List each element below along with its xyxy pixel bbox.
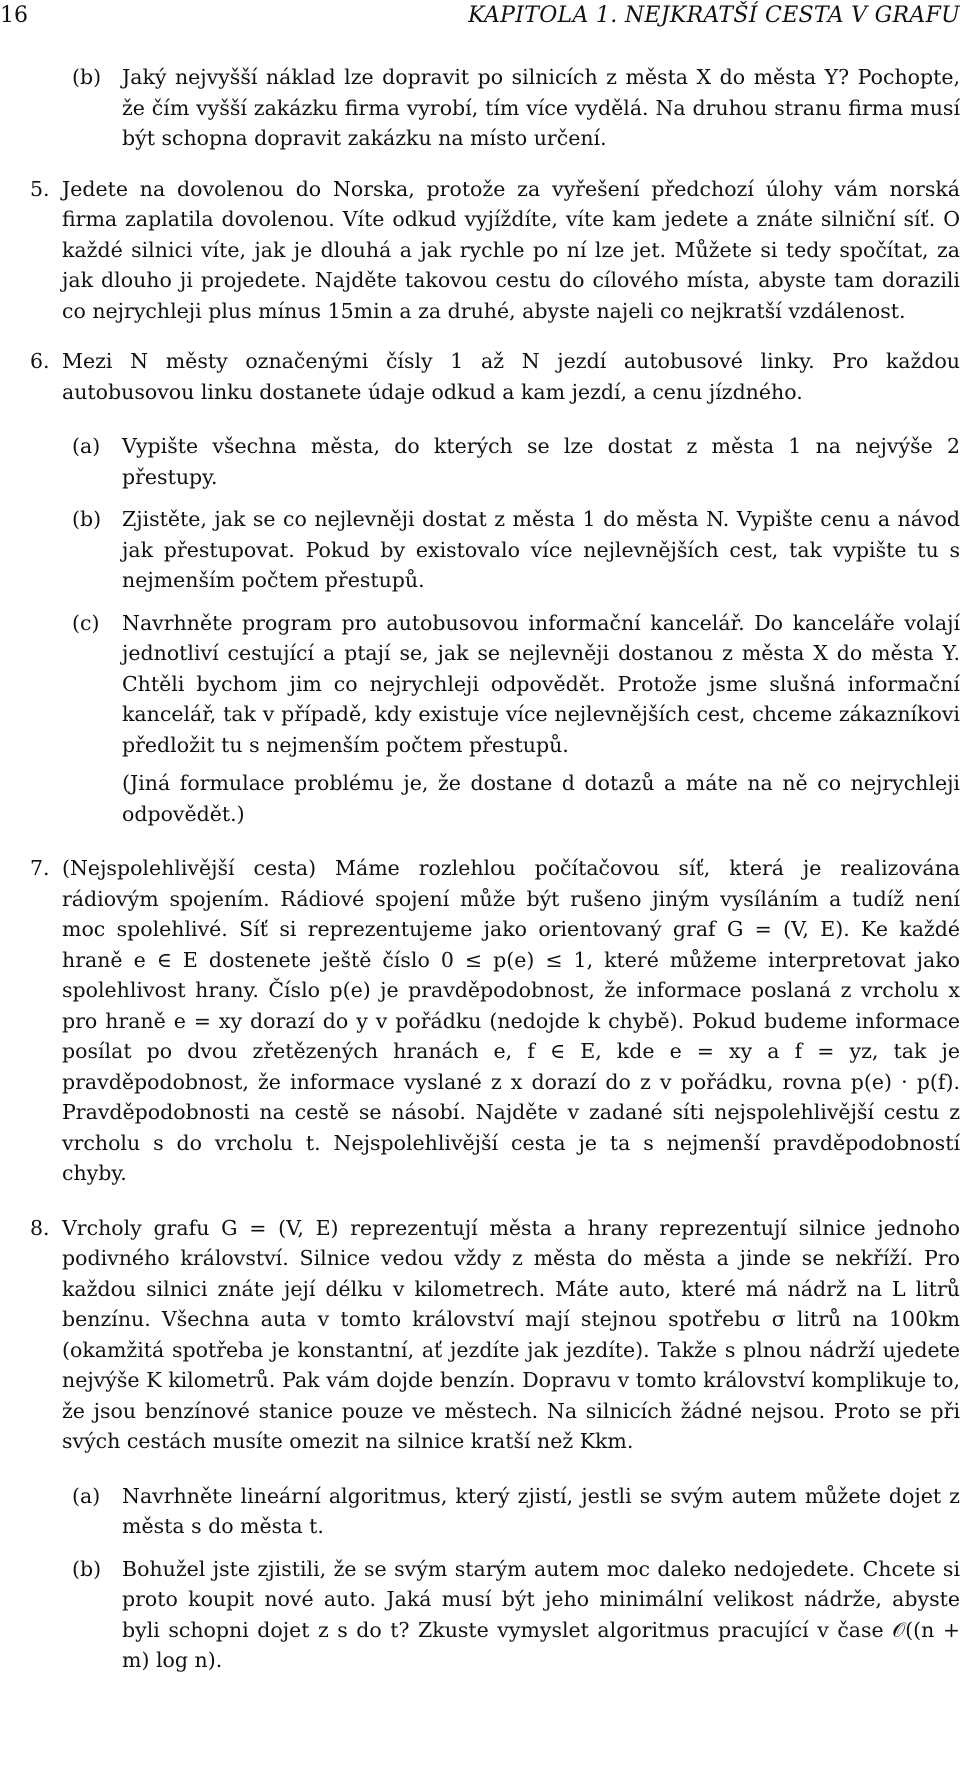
exercise-number: 8. (30, 1215, 50, 1240)
subitem-text: Vypište všechna města, do kterých se lze dostat z města 1 na nejvýše 2 přestupy. (122, 434, 960, 489)
exercise-6c (0, 608, 960, 830)
exercise-6 (0, 346, 960, 407)
subitem-text: Navrhněte program pro autobusovou informační kancelář. Do kanceláře volají jednotliví cestující a ptají se, jak se nejlevněji dostanou z města X do města Y. Chtěli bychom jim co nejrychleji odpovědět. Protože jsme slušná informační kancelář, tak v případě, kdy existuje více nejlevnějších cest, chceme zákazníkovi předložit tu s nejmenším počtem přestupů. (122, 610, 960, 757)
subitem-label: (b) (72, 507, 102, 531)
exercise-number: 6. (30, 349, 50, 373)
subitem-text: Bohužel jste zjistili, že se svým starým autem moc daleko nedojedete. Chcete si proto koupit nové auto. Jaká musí být jeho minimální velikost nádrže, abyste byli schopni dojet z s do t? Zkuste vymyslet algoritmus pracující v čase 𝒪((n + m) log n). (122, 1556, 960, 1672)
exercise-8a (0, 1481, 960, 1542)
subitem-text: Jaký nejvyšší náklad lze dopravit po silnicích z města X do města Y? Pochopte, že čím vyšší zakázku firma vyrobí, tím více vydělá. Na druhou stranu firma musí být schopna dopravit zakázku na místo určení. (122, 65, 960, 150)
exercise-6a (0, 431, 960, 492)
subitem-note: (Jiná formulace problému je, že dostane d dotazů a máte na ně co nejrychleji odpovědět.) (122, 771, 960, 826)
subitem-label: (c) (72, 610, 100, 635)
exercise-5 (0, 174, 960, 327)
exercise-text: Mezi N městy označenými čísly 1 až N jezdí autobusové linky. Pro každou autobusovou linku dostanete údaje odkud a kam jezdí, a cenu jízdného. (62, 349, 960, 404)
subitem-label: (b) (72, 1556, 102, 1581)
exercise-8 (0, 1213, 960, 1457)
exercise-text: Jedete na dovolenou do Norska, protože za vyřešení předchozí úlohy vám norská firma zaplatila dovolenou. Víte odkud vyjíždíte, víte kam jedete a znáte silniční síť. O každé silnici víte, jak je dlouhá a jak rychle po ní lze jet. Můžete si tedy spočítat, za jak dlouho ji projedete. Najděte takovou cestu do cílového místa, abyste tam dorazili co nejrychleji plus mínus 15min a za druhé, abyste najeli co nejkratší vzdálenost. (62, 176, 960, 323)
exercise-number: 5. (30, 176, 50, 201)
subitem-text: Navrhněte lineární algoritmus, který zjistí, jestli se svým autem můžete dojet z města s do města t. (122, 1483, 960, 1538)
running-head (0, 0, 960, 34)
chapter-title: KAPITOLA 1. NEJKRATŠÍ CESTA V GRAFU (468, 3, 960, 28)
exercise-text: Vrcholy grafu G = (V, E) reprezentují města a hrany reprezentují silnice jednoho podivného království. Silnice vedou vždy z města do města a jinde se nekříží. Pro každou silnici znáte její délku v kilometrech. Máte auto, které má nádrž na L litrů benzínu. Všechna auta v tomto království mají stejnou spotřebu σ litrů na 100km (okamžitá spotřeba je konstantní, ať jezdíte jak jezdíte). Takže s plnou nádrží ujedete nejvýše K kilometrů. Pak vám dojde benzín. Dopravu v tomto království komplikuje to, že jsou benzínové stanice pouze ve městech. Na silnicích žádné nejsou. Proto se při svých cestách musíte omezit na silnice kratší než Kkm. (62, 1215, 960, 1453)
page-number: 16 (0, 3, 28, 28)
subitem-label: (b) (72, 65, 102, 89)
exercise-7 (0, 853, 960, 1189)
subitem-label: (a) (72, 1483, 101, 1508)
exercise-8b (0, 1554, 960, 1676)
exercise-6b (0, 504, 960, 596)
exercise-text: (Nejspolehlivější cesta) Máme rozlehlou počítačovou síť, která je realizována rádiovým spojením. Rádiové spojení může být rušeno jiným vysíláním a tudíž není moc spolehlivé. Síť si reprezentujeme jako orientovaný graf G = (V, E). Ke každé hraně e ∈ E dostenete ještě číslo 0 ≤ p(e) ≤ 1, které můžeme interpretovat jako spolehlivost hrany. Číslo p(e) je pravděpodobnost, že informace poslaná z vrcholu x pro hraně e = xy dorazí do y v pořádku (nedojde k chybě). Pokud budeme informace posílat po dvou zřetězených hranách e, f ∈ E, kde e = xy a f = yz, tak je pravděpodobnost, že informace vyslané z x dorazí do z v pořádku, rovna p(e) · p(f). Pravděpodobnosti na cestě se násobí. Najděte v zadané síti nejspolehlivější cestu z vrcholu s do vrcholu t. Nejspolehlivější cesta je ta s nejmenší pravděpodobností chyby. (62, 856, 960, 1185)
exercise-number: 7. (30, 856, 50, 880)
exercise-4b (0, 62, 960, 154)
subitem-label: (a) (72, 434, 101, 458)
exercise-list (0, 62, 960, 1676)
subitem-text: Zjistěte, jak se co nejlevněji dostat z města 1 do města N. Vypište cenu a návod jak přestupovat. Pokud by existovalo více nejlevnějších cest, tak vypište tu s nejmenším počtem přestupů. (122, 507, 960, 592)
